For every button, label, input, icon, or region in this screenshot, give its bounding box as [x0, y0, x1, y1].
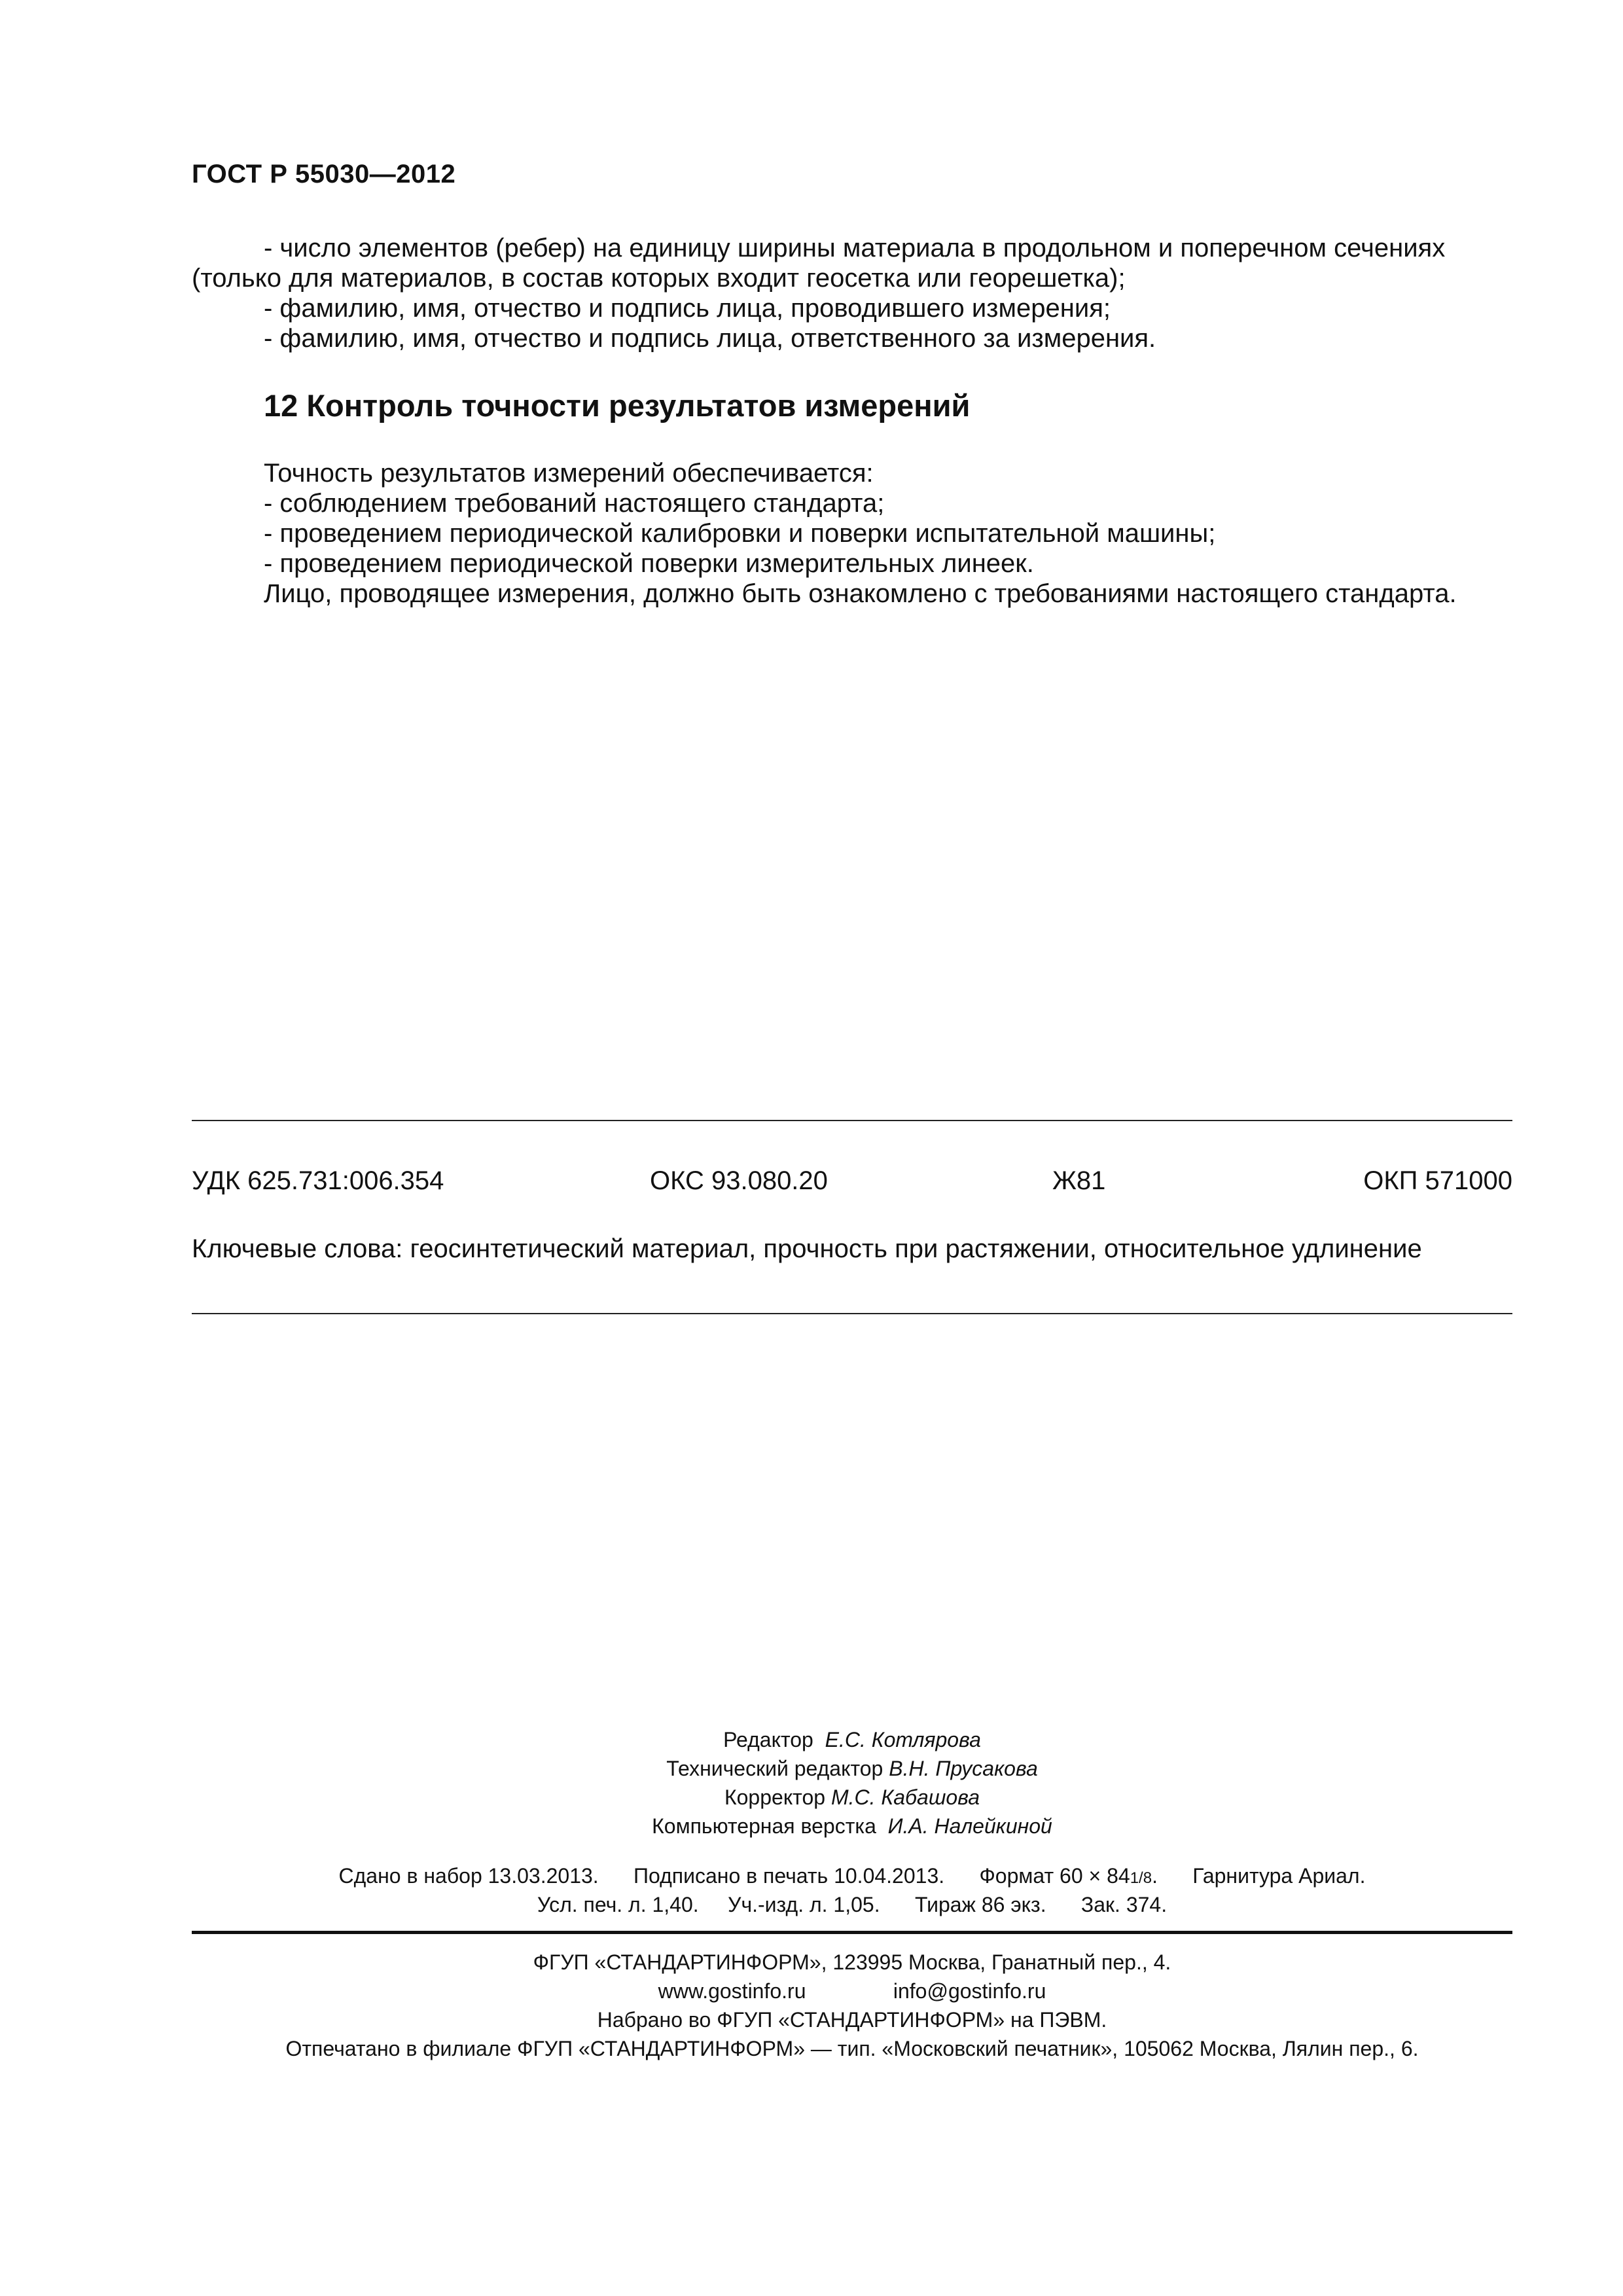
paragraph: Точность результатов измерений обеспечивается: — [264, 459, 874, 488]
order-number: Зак. 374. — [1080, 1893, 1168, 1916]
list-item: - фамилию, имя, отчество и подпись лица, ответственного за измерения. — [264, 324, 1156, 353]
format-fraction: 1/8 — [1130, 1869, 1152, 1887]
divider-thick — [192, 1931, 1512, 1934]
credit-name: Е.С. Котлярова — [825, 1728, 981, 1751]
list-item-continuation: (только для материалов, в состав которых входит геосетка или георешетка); — [192, 264, 1126, 293]
publisher-contacts — [658, 1979, 1046, 2003]
submitted-date: Сдано в набор 13.03.2013. — [338, 1864, 599, 1888]
publisher-address: ФГУП «СТАНДАРТИНФОРМ», 123995 Москва, Гранатный пер., 4. — [533, 1950, 1171, 1974]
document-code: ГОСТ Р 55030—2012 — [192, 160, 456, 188]
credit-name: И.А. Налейкиной — [887, 1814, 1052, 1838]
credit-label: Редактор — [723, 1728, 813, 1751]
credit-name: В.Н. Прусакова — [889, 1757, 1038, 1780]
list-item: - проведением периодической поверки измерительных линеек. — [264, 549, 1034, 578]
typeset-note: Набрано во ФГУП «СТАНДАРТИНФОРМ» на ПЭВМ. — [597, 2008, 1107, 2032]
list-item: - число элементов (ребер) на единицу ширины материала в продольном и поперечном сечениях — [264, 234, 1446, 262]
typeface: Гарнитура Ариал. — [1192, 1864, 1366, 1888]
credit-label: Технический редактор — [666, 1757, 883, 1780]
oks-code: ОКС 93.080.20 — [650, 1166, 828, 1195]
credit-editor — [723, 1728, 981, 1752]
credit-label: Компьютерная верстка — [652, 1814, 876, 1838]
print-sheets: Усл. печ. л. 1,40. — [537, 1893, 699, 1916]
printed-note: Отпечатано в филиале ФГУП «СТАНДАРТИНФОРМ» — тип. «Московский печатник», 105062 Москва, Лялин пер., 6. — [285, 2037, 1419, 2060]
print-info-line1 — [339, 1864, 1366, 1888]
publisher-sheets: Уч.-изд. л. 1,05. — [728, 1893, 880, 1916]
credit-layout — [652, 1814, 1052, 1839]
okp-code: ОКП 571000 — [1363, 1166, 1512, 1195]
list-item: - проведением периодической калибровки и поверки испытательной машины; — [264, 519, 1216, 548]
list-item: - соблюдением требований настоящего стандарта; — [264, 489, 885, 518]
divider — [192, 1120, 1512, 1121]
credit-label: Корректор — [724, 1785, 826, 1809]
print-info-line2 — [537, 1893, 1167, 1917]
signed-date: Подписано в печать 10.04.2013. — [633, 1864, 945, 1888]
email-link[interactable]: info@gostinfo.ru — [893, 1979, 1046, 2003]
credit-tech-editor — [666, 1757, 1038, 1781]
website-link[interactable]: www.gostinfo.ru — [658, 1979, 806, 2003]
group-code: Ж81 — [1052, 1166, 1106, 1195]
credit-corrector — [724, 1785, 980, 1810]
format: Формат 60 × 841/8. — [979, 1864, 1158, 1888]
divider — [192, 1313, 1512, 1314]
udk-code: УДК 625.731:006.354 — [192, 1166, 444, 1195]
list-item: - фамилию, имя, отчество и подпись лица, проводившего измерения; — [264, 294, 1111, 323]
paragraph: Лицо, проводящее измерения, должно быть ознакомлено с требованиями настоящего стандарта. — [264, 579, 1457, 608]
keywords: Ключевые слова: геосинтетический материал, прочность при растяжении, относительное удлинение — [192, 1234, 1422, 1263]
credit-name: М.С. Кабашова — [830, 1785, 980, 1809]
print-run: Тираж 86 экз. — [914, 1893, 1046, 1916]
section-heading: 12 Контроль точности результатов измерений — [264, 388, 971, 423]
